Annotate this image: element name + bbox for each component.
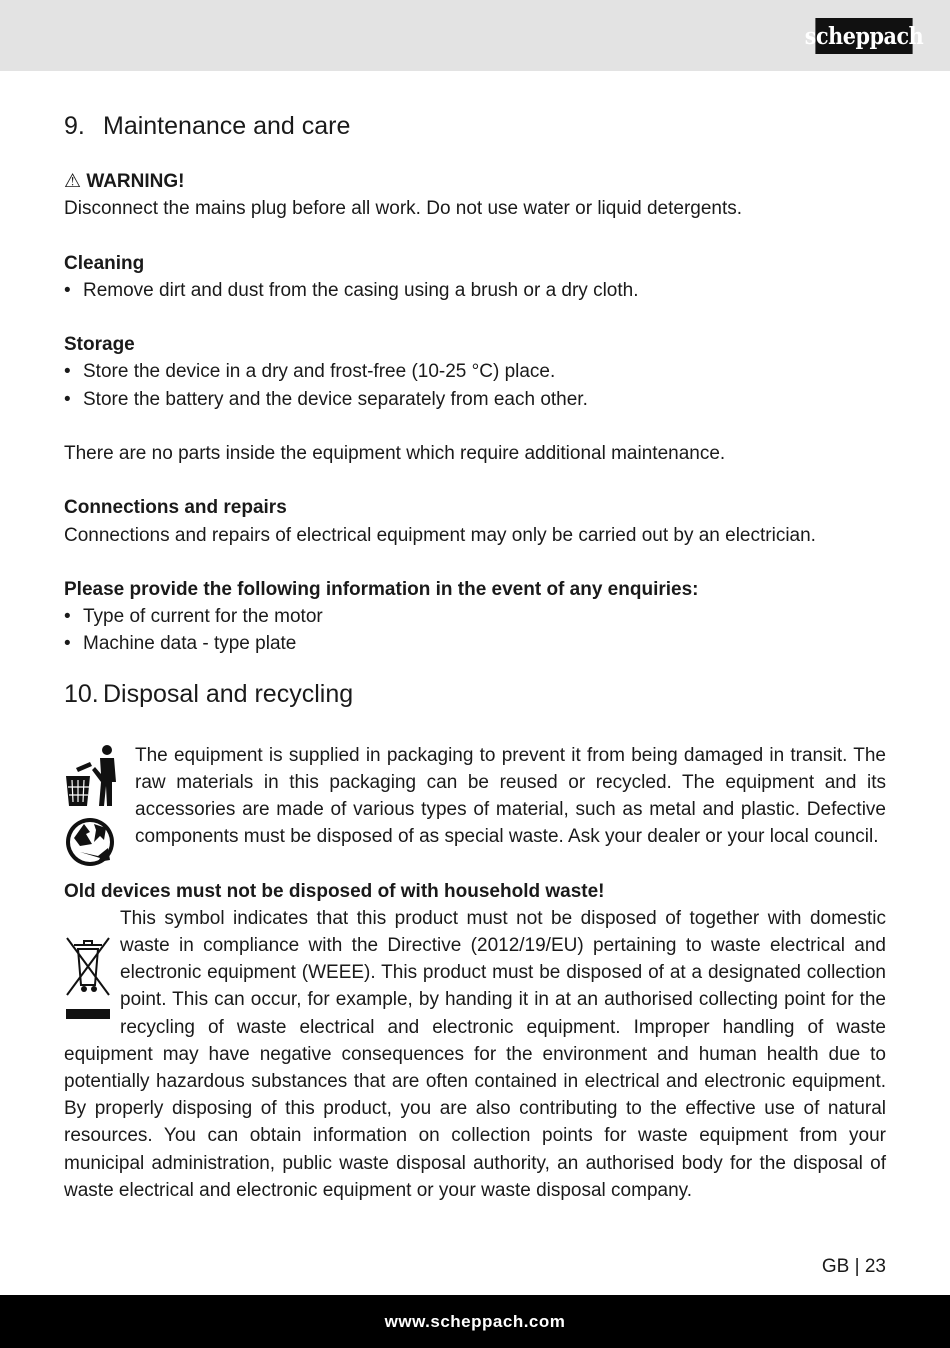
weee-block [64,905,886,1204]
list-item: • Store the battery and the device separately from each other. [64,386,886,413]
section-10-heading [64,672,886,716]
header-bar [0,0,950,71]
warning-label: WARNING! [86,171,185,192]
cleaning-heading: Cleaning [64,252,145,274]
disposal-icons [64,744,120,872]
old-devices-heading: Old devices must not be disposed of with household waste! [64,880,605,902]
page-number: GB | 23 [821,1256,886,1277]
section-9-heading [64,104,886,148]
list-item: • Remove dirt and dust from the casing using a brush or a dry cloth. [64,277,886,304]
packaging-text: The equipment is supplied in packaging to prevent it from being damaged in transit. The raw materials in this packaging can be reused or recycled. The equipment and its accessories are made of various types of material, such as metal and plastic. Defective components must be disposed of as special waste. Ask your dealer or your local council. [135,744,886,848]
enquiries-heading: Please provide the following information in the event of any enquiries: [64,578,699,600]
brand-logo: scheppach [815,18,912,54]
footer-url[interactable]: www.scheppach.com [384,1311,566,1331]
page-content [64,104,886,1204]
storage-heading: Storage [64,334,135,356]
packaging-block [64,742,886,851]
section-title: Maintenance and care [103,112,351,140]
section-number: 10. [64,679,99,708]
connections-heading: Connections and repairs [64,497,287,519]
warning-text: Disconnect the mains plug before all work. Do not use water or liquid detergents. [64,198,743,220]
list-item: • Store the device in a dry and frost-free (10-25 °C) place. [64,358,886,385]
footer-bar [0,1295,950,1348]
warning-icon: ⚠ [64,171,82,192]
section-title: Disposal and recycling [103,679,354,708]
weee-text: This symbol indicates that this product must not be disposed of together with domestic waste in compliance with the Directive (2012/19/EU) pertaining to waste electrical and electronic equipment (WEEE). This product must be disposed of at a designated collection point. This can occur, for example, by handing it in at an authorised collecting point for the recycling of waste electrical and electronic equipment. Improper handling of waste equipment may have negative consequences for the environment and human health due to potentially hazardous substances that are often contained in electrical and electronic equipment. By properly disposing of this product, you are also contributing to the effective use of natural resources. You can obtain information on collection points for waste equipment from your municipal administration, public waste disposal authority, an authorised body for the disposal of waste electrical and electronic equipment or your waste disposal company. [64,907,886,1201]
no-parts-text: There are no parts inside the equipment which require additional maintenance. [64,442,726,464]
warning-heading [64,168,886,195]
recycle-bin-person-icon [66,745,116,806]
recycling-icon [66,818,114,866]
crossed-bin-icon [64,935,112,1035]
list-item: • Machine data - type plate [64,630,886,657]
list-item: • Type of current for the motor [64,603,886,630]
section-number: 9. [64,112,85,140]
connections-text: Connections and repairs of electrical equipment may only be carried out by an electrician. [64,524,816,546]
